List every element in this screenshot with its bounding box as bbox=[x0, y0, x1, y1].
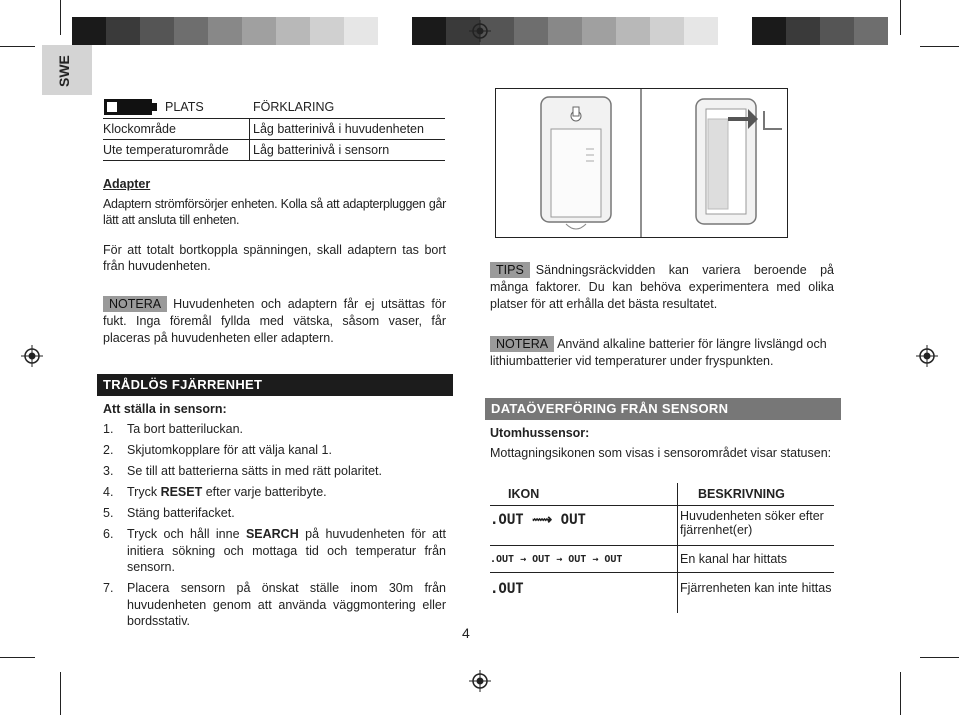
table-cell: Låg batterinivå i sensorn bbox=[253, 143, 390, 157]
step-text: Skjutomkopplare för att välja kanal 1. bbox=[127, 443, 332, 457]
icon-table bbox=[490, 483, 834, 623]
tips-box bbox=[490, 262, 834, 313]
list-item bbox=[103, 484, 446, 501]
table-cell: Huvudenheten söker efter fjärrenhet(er) bbox=[680, 509, 824, 537]
table-cell: Låg batterinivå i huvudenheten bbox=[253, 122, 424, 136]
battery-table-header bbox=[103, 96, 445, 119]
divider bbox=[103, 117, 104, 161]
registration-mark-icon bbox=[916, 345, 938, 367]
col-location: PLATS bbox=[165, 100, 204, 114]
color-swatch bbox=[616, 17, 650, 45]
table-cell: En kanal har hittats bbox=[680, 552, 788, 566]
step-number: 4. bbox=[103, 485, 114, 499]
table-row bbox=[103, 119, 445, 140]
wireless-subheading: Att ställa in sensorn: bbox=[103, 402, 227, 416]
table-row bbox=[103, 140, 445, 161]
steps-list bbox=[103, 421, 446, 634]
battery-low-icon bbox=[103, 98, 159, 116]
color-swatch bbox=[786, 17, 820, 45]
list-item bbox=[103, 463, 446, 480]
tips-text: Sändningsräckvidden kan variera beroende på många faktorer. Du kan behöva experimentera med olika platser för att erhålla det bästa resultatet. bbox=[490, 263, 834, 311]
color-swatch bbox=[344, 17, 378, 45]
language-tab-label: SWE bbox=[56, 55, 72, 87]
step-text: Tryck och håll inne SEARCH på huvudenheten för att initiera sökning och mottaga tid och temperatur från sensorn. bbox=[127, 527, 446, 574]
list-item bbox=[103, 526, 446, 576]
color-swatch bbox=[242, 17, 276, 45]
step-number: 6. bbox=[103, 527, 114, 541]
step-number: 3. bbox=[103, 464, 114, 478]
adapter-note bbox=[103, 296, 446, 347]
color-swatch bbox=[514, 17, 548, 45]
step-text: Ta bort batteriluckan. bbox=[127, 422, 244, 436]
key-label: SEARCH bbox=[245, 527, 299, 541]
language-tab bbox=[42, 45, 92, 95]
table-cell: Fjärrenheten kan inte hittas bbox=[680, 581, 832, 595]
tips-badge: TIPS bbox=[490, 262, 530, 278]
list-item bbox=[103, 442, 446, 459]
color-swatch bbox=[820, 17, 854, 45]
color-swatch bbox=[310, 17, 344, 45]
table-row bbox=[490, 546, 834, 573]
data-transfer-subheading: Utomhussensor: bbox=[490, 426, 590, 440]
step-text: Se till att batterierna sätts in med rätt polaritet. bbox=[127, 464, 382, 478]
registration-mark-icon bbox=[469, 20, 491, 42]
section-title-data-transfer: DATAÖVERFÖRING FRÅN SENSORN bbox=[485, 398, 841, 420]
sensor-figure bbox=[495, 88, 788, 238]
color-swatch bbox=[854, 17, 888, 45]
step-number: 7. bbox=[103, 581, 114, 595]
step-number: 1. bbox=[103, 422, 114, 436]
crop-mark bbox=[900, 672, 901, 715]
data-transfer-intro: Mottagningsikonen som visas i sensorområdet visar statusen: bbox=[490, 446, 832, 460]
step-text: Placera sensorn på önskat ställe inom 30m från huvudenheten genom att använda väggmontering eller bordsstativ. bbox=[127, 581, 446, 628]
list-item bbox=[103, 505, 446, 522]
col-icon: IKON bbox=[508, 487, 540, 501]
icon-table-header bbox=[490, 483, 834, 506]
color-swatch bbox=[548, 17, 582, 45]
crop-mark bbox=[0, 46, 35, 47]
battery-table bbox=[103, 96, 445, 161]
col-explanation: FÖRKLARING bbox=[253, 100, 335, 114]
color-swatch bbox=[106, 17, 140, 45]
note-text: Huvudenheten och adaptern får ej utsättas för fukt. Inga föremål fyllda med vätska, såsom vaser, får placeras på huvudenheten eller adaptern. bbox=[103, 297, 446, 345]
registration-mark-icon bbox=[469, 670, 491, 692]
adapter-paragraph: För att totalt bortkoppla spänningen, skall adaptern tas bort från huvudenheten. bbox=[103, 243, 446, 273]
table-cell: Klockområde bbox=[103, 122, 176, 136]
note-badge: NOTERA bbox=[103, 296, 167, 312]
color-swatch bbox=[378, 17, 412, 45]
crop-mark bbox=[60, 672, 61, 715]
list-item bbox=[103, 421, 446, 438]
color-swatch bbox=[752, 17, 786, 45]
crop-mark bbox=[920, 657, 959, 658]
column-divider bbox=[677, 483, 678, 613]
registration-mark-icon bbox=[21, 345, 43, 367]
step-number: 5. bbox=[103, 506, 114, 520]
color-swatch bbox=[582, 17, 616, 45]
table-cell: Ute temperaturområde bbox=[103, 143, 229, 157]
step-text: Tryck RESET efter varje batteribyte. bbox=[127, 485, 327, 499]
color-swatch bbox=[412, 17, 446, 45]
list-item bbox=[103, 580, 446, 630]
crop-mark bbox=[60, 0, 61, 35]
column-divider bbox=[249, 119, 250, 161]
page-number: 4 bbox=[462, 625, 470, 641]
signal-wave-icon: .OUT → OUT → OUT → OUT bbox=[490, 553, 623, 565]
signal-wave-icon: .OUT ⟿ OUT bbox=[490, 512, 586, 528]
adapter-paragraph: Adaptern strömförsörjer enheten. Kolla så att adapterpluggen går lätt att ansluta till enheten. bbox=[103, 197, 446, 227]
col-description: BESKRIVNING bbox=[698, 487, 785, 501]
key-label: RESET bbox=[160, 485, 203, 499]
color-swatch bbox=[276, 17, 310, 45]
adapter-heading: Adapter bbox=[103, 177, 151, 191]
crop-mark bbox=[900, 0, 901, 35]
color-swatch bbox=[718, 17, 752, 45]
color-swatch bbox=[650, 17, 684, 45]
color-swatch bbox=[174, 17, 208, 45]
signal-icon-none: .OUT bbox=[490, 581, 524, 597]
table-row bbox=[490, 573, 834, 623]
crop-mark bbox=[920, 46, 959, 47]
note-badge: NOTERA bbox=[490, 336, 554, 352]
color-swatch bbox=[208, 17, 242, 45]
color-swatch bbox=[140, 17, 174, 45]
crop-mark bbox=[0, 657, 35, 658]
step-text: Stäng batterifacket. bbox=[127, 506, 235, 520]
step-number: 2. bbox=[103, 443, 114, 457]
table-row bbox=[490, 506, 834, 546]
color-swatch bbox=[72, 17, 106, 45]
color-swatch bbox=[684, 17, 718, 45]
section-title-wireless: TRÅDLÖS FJÄRRENHET bbox=[97, 374, 453, 396]
note-text: Använd alkaline batterier för längre livslängd och lithiumbatterier vid temperaturer under fryspunkten. bbox=[490, 337, 827, 368]
note2-box bbox=[490, 336, 834, 370]
sensor-device-illustration bbox=[496, 89, 787, 237]
